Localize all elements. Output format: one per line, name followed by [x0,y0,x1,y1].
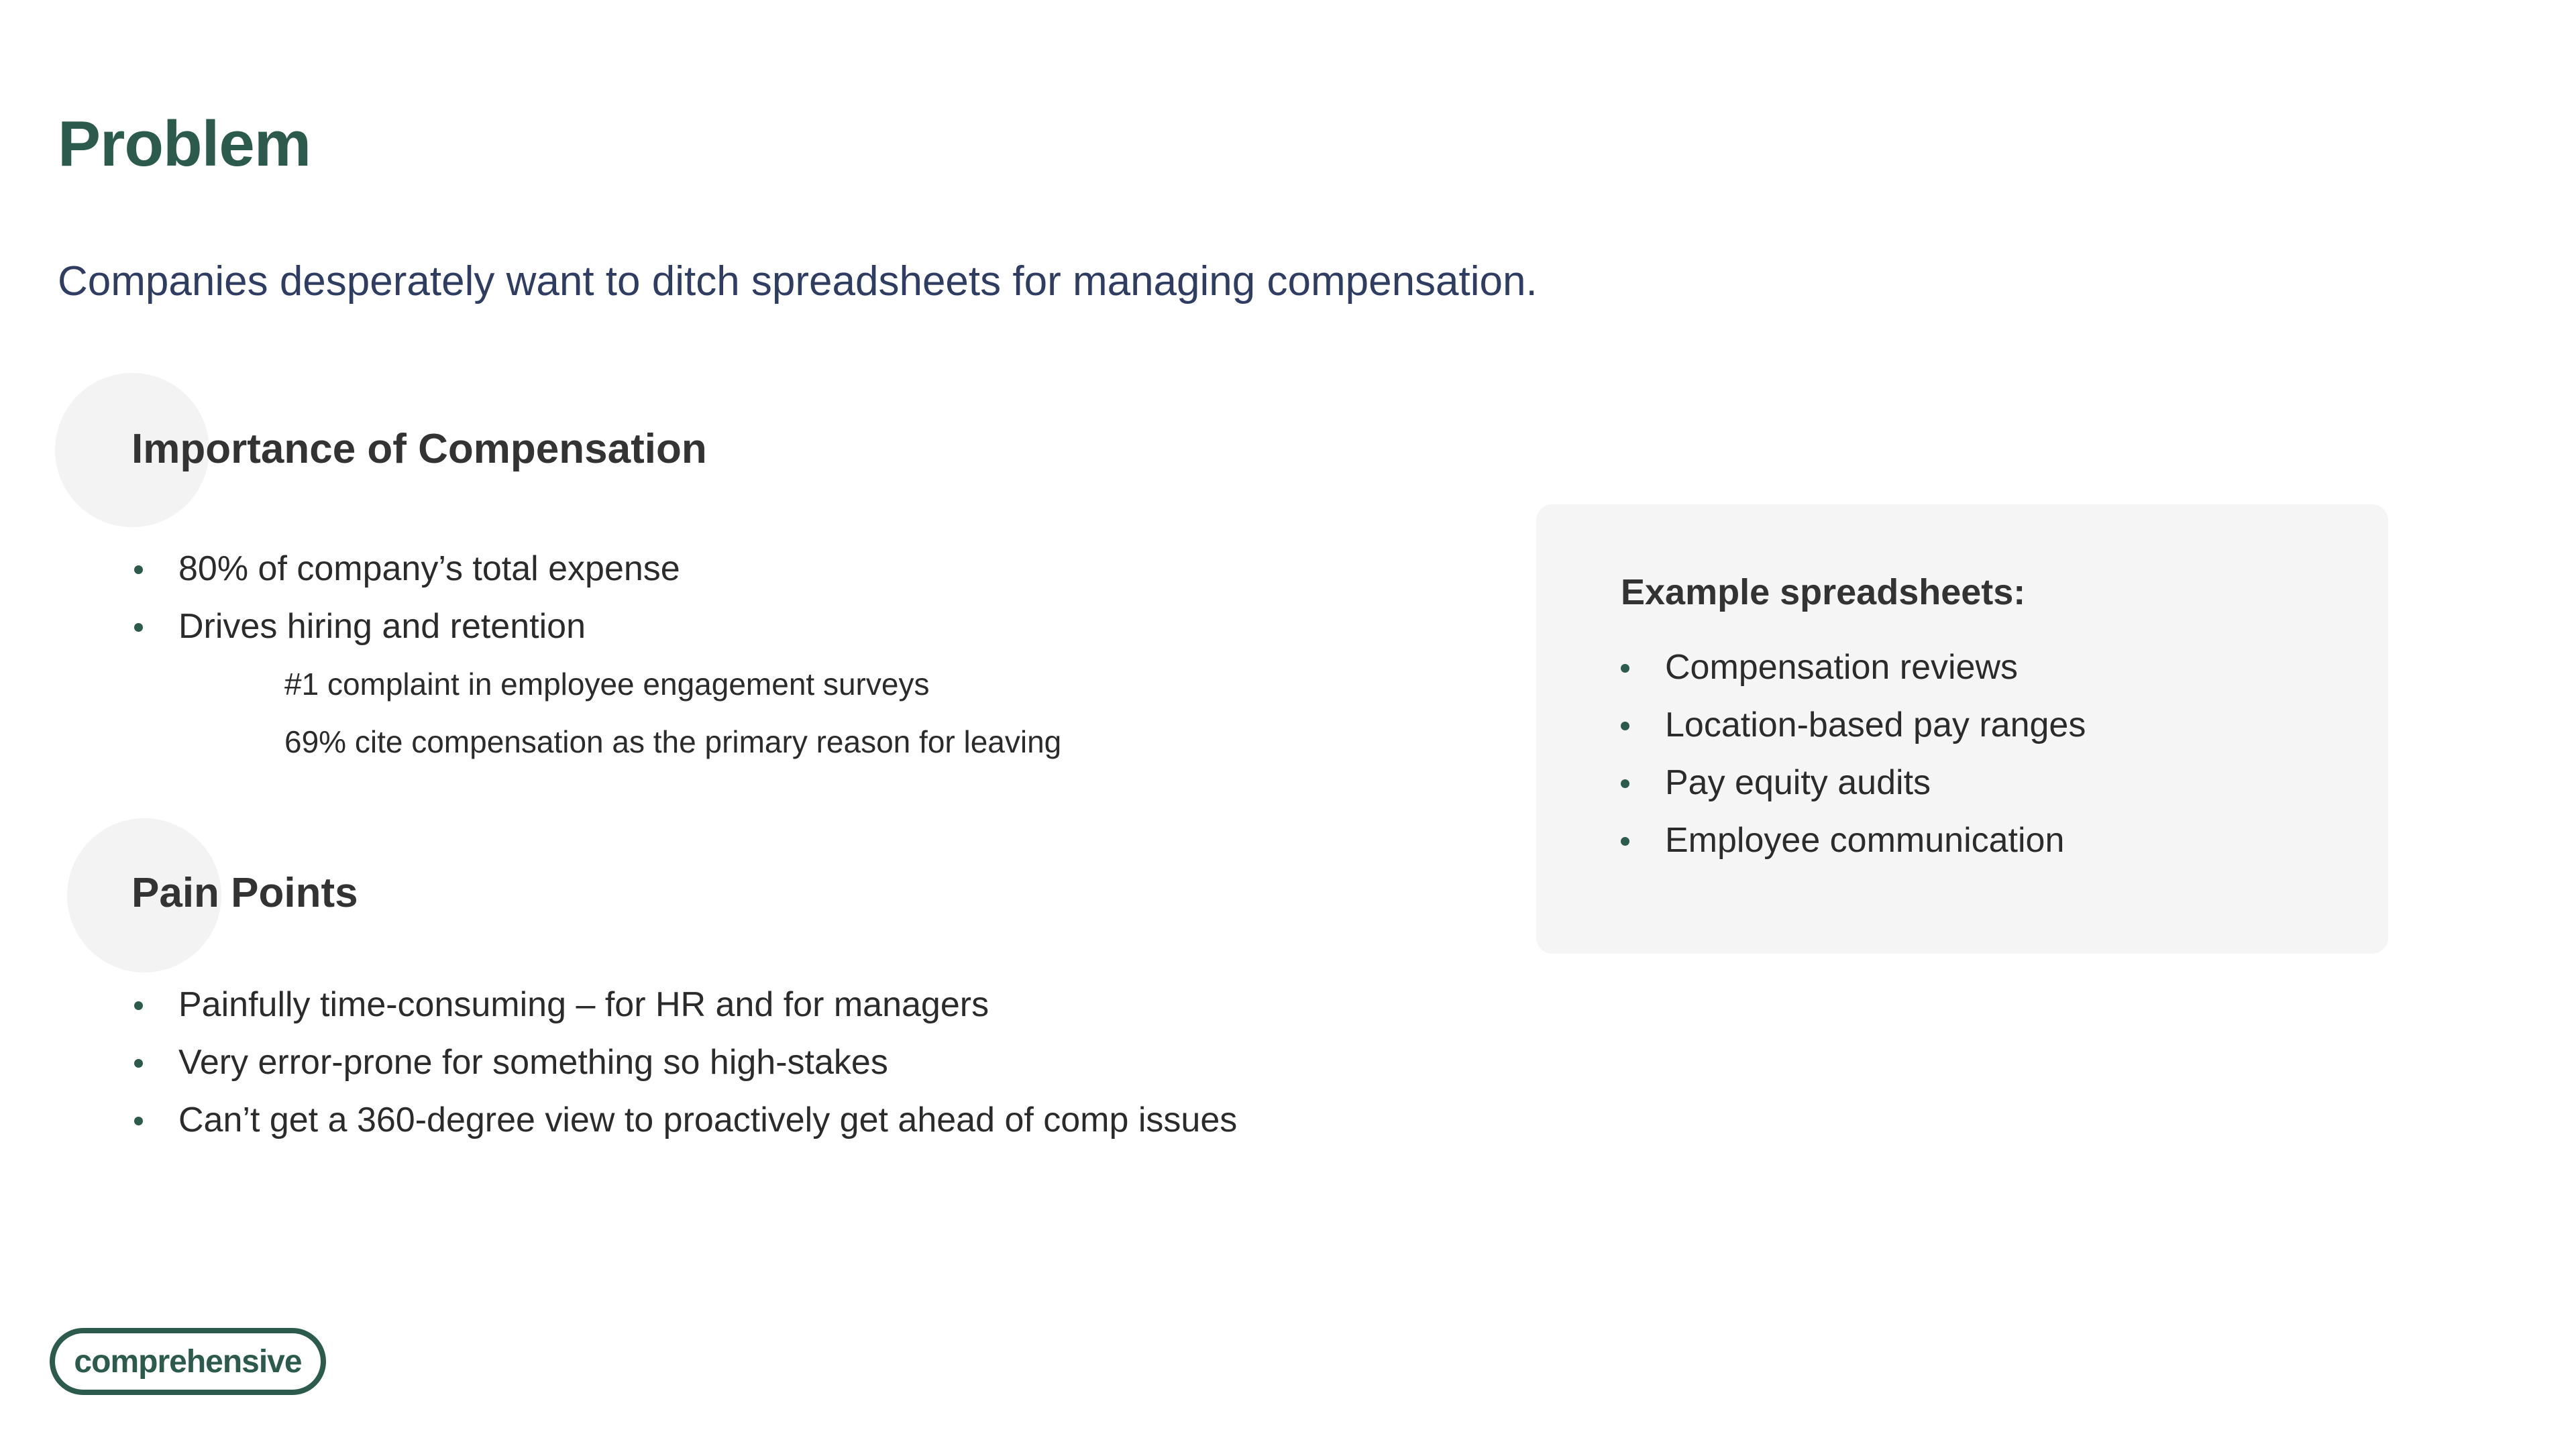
pain-point-bullet: Can’t get a 360-degree view to proactively get ahead of comp issues [134,1091,1237,1149]
importance-sub-list [284,655,1061,771]
example-item: Employee communication [1621,812,2086,869]
importance-bullet-list [134,540,680,655]
example-item: Location-based pay ranges [1621,696,2086,754]
example-item: Compensation reviews [1621,638,2086,696]
importance-bullet: Drives hiring and retention [134,598,680,655]
slide-title: Problem [58,108,311,180]
importance-sub-point: #1 complaint in employee engagement surveys [284,667,930,702]
importance-heading: Importance of Compensation [131,426,707,472]
pain-points-heading: Pain Points [131,870,358,916]
importance-sub-point: 69% cite compensation as the primary reason for leaving [284,724,1062,759]
importance-bullet: 80% of company’s total expense [134,540,680,598]
example-list [1621,638,2086,869]
pain-points-bullet-list [134,976,1237,1149]
logo-text: comprehensive [74,1343,302,1380]
example-spreadsheets-panel [1536,504,2388,954]
pain-point-bullet: Painfully time-consuming – for HR and for managers [134,976,1237,1034]
pain-point-bullet: Very error-prone for something so high-stakes [134,1034,1237,1091]
company-logo [50,1328,326,1395]
slide-subtitle: Companies desperately want to ditch spreadsheets for managing compensation. [58,258,1538,304]
example-item: Pay equity audits [1621,754,2086,812]
example-panel-title: Example spreadsheets: [1621,572,2026,612]
